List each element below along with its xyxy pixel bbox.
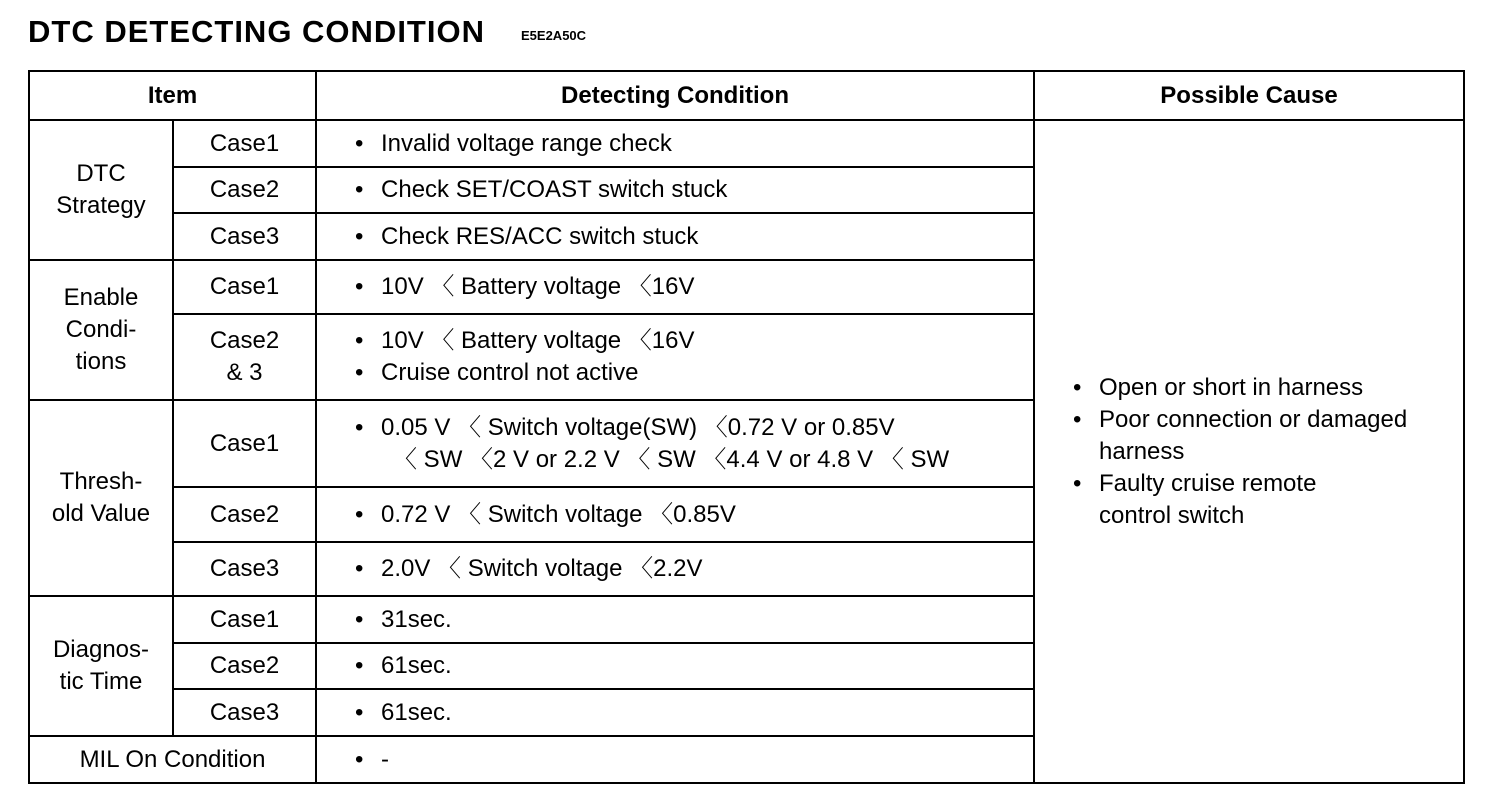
group-diagnostic-time: Diagnos- tic Time	[29, 596, 173, 736]
condition-cell: • 61sec.	[316, 643, 1034, 689]
group-enable-conditions: Enable Condi- tions	[29, 260, 173, 400]
case-label: Case3	[173, 689, 316, 736]
heading	[28, 8, 586, 56]
document-code: E5E2A50C	[521, 27, 587, 43]
bullet: •	[355, 698, 364, 726]
case-label: Case2	[173, 167, 316, 213]
cause-item-cont: control switch	[1099, 501, 1245, 529]
table-row	[29, 120, 1464, 167]
bullet: •	[1073, 405, 1082, 433]
condition-cell: • Check SET/COAST switch stuck	[316, 167, 1034, 213]
possible-cause-cell	[1034, 120, 1464, 783]
condition-cell: • 10V 〈 Battery voltage 〈16V • Cruise control not active	[316, 314, 1034, 400]
condition-cell: • 2.0V 〈 Switch voltage 〈2.2V	[316, 542, 1034, 596]
bullet: •	[355, 555, 364, 582]
bullet: •	[355, 745, 364, 773]
bullet: •	[355, 413, 364, 441]
condition-cell: • Check RES/ACC switch stuck	[316, 213, 1034, 260]
bullet: •	[355, 605, 364, 633]
bullet: •	[355, 273, 364, 300]
header-detecting-condition: Detecting Condition	[316, 71, 1034, 120]
group-mil-on-condition: MIL On Condition	[29, 736, 316, 783]
bullet: •	[355, 176, 364, 203]
bullet: •	[355, 359, 364, 386]
condition-cell: • 31sec.	[316, 596, 1034, 643]
cause-item: Faulty cruise remote	[1099, 469, 1317, 497]
case-label: Case3	[173, 213, 316, 260]
case-label: Case1	[173, 260, 316, 314]
table-header-row	[29, 71, 1464, 120]
group-threshold-value: Thresh- old Value	[29, 400, 173, 596]
header-possible-cause: Possible Cause	[1034, 71, 1464, 120]
condition-cell: • 61sec.	[316, 689, 1034, 736]
dtc-condition-table	[28, 70, 1465, 784]
case-label: Case3	[173, 542, 316, 596]
condition-cell: • 0.72 V 〈 Switch voltage 〈0.85V	[316, 487, 1034, 542]
bullet: •	[355, 222, 364, 250]
condition-cell: • Invalid voltage range check	[316, 120, 1034, 167]
bullet: •	[355, 327, 364, 354]
bullet: •	[355, 129, 364, 157]
bullet: •	[1073, 373, 1082, 401]
case-label: Case2	[173, 643, 316, 689]
group-label: DTC Strategy	[56, 160, 146, 219]
bullet: •	[355, 500, 364, 528]
case-label: Case1	[173, 596, 316, 643]
case-label: Case2	[173, 487, 316, 542]
bullet: •	[1073, 469, 1082, 497]
condition-cell: • 0.05 V 〈 Switch voltage(SW) 〈0.72 V or 0.85V 〈 SW 〈2 V or 2.2 V 〈 SW 〈4.4 V or 4.8 V 〈 SW	[316, 400, 1034, 487]
case-label: Case1	[173, 400, 316, 487]
condition-cell: • 10V 〈 Battery voltage 〈16V	[316, 260, 1034, 314]
bullet: •	[355, 652, 364, 679]
condition-cell: • -	[316, 736, 1034, 783]
case-label: Case2 & 3	[173, 314, 316, 400]
case-label: Case1	[173, 120, 316, 167]
cause-item-cont: harness	[1099, 437, 1185, 465]
page-title: DTC DETECTING CONDITION	[28, 14, 485, 49]
cause-item: Open or short in harness	[1099, 373, 1364, 401]
header-item: Item	[29, 71, 316, 120]
group-dtc-strategy	[29, 120, 173, 260]
cause-item: Poor connection or damaged	[1099, 405, 1408, 433]
